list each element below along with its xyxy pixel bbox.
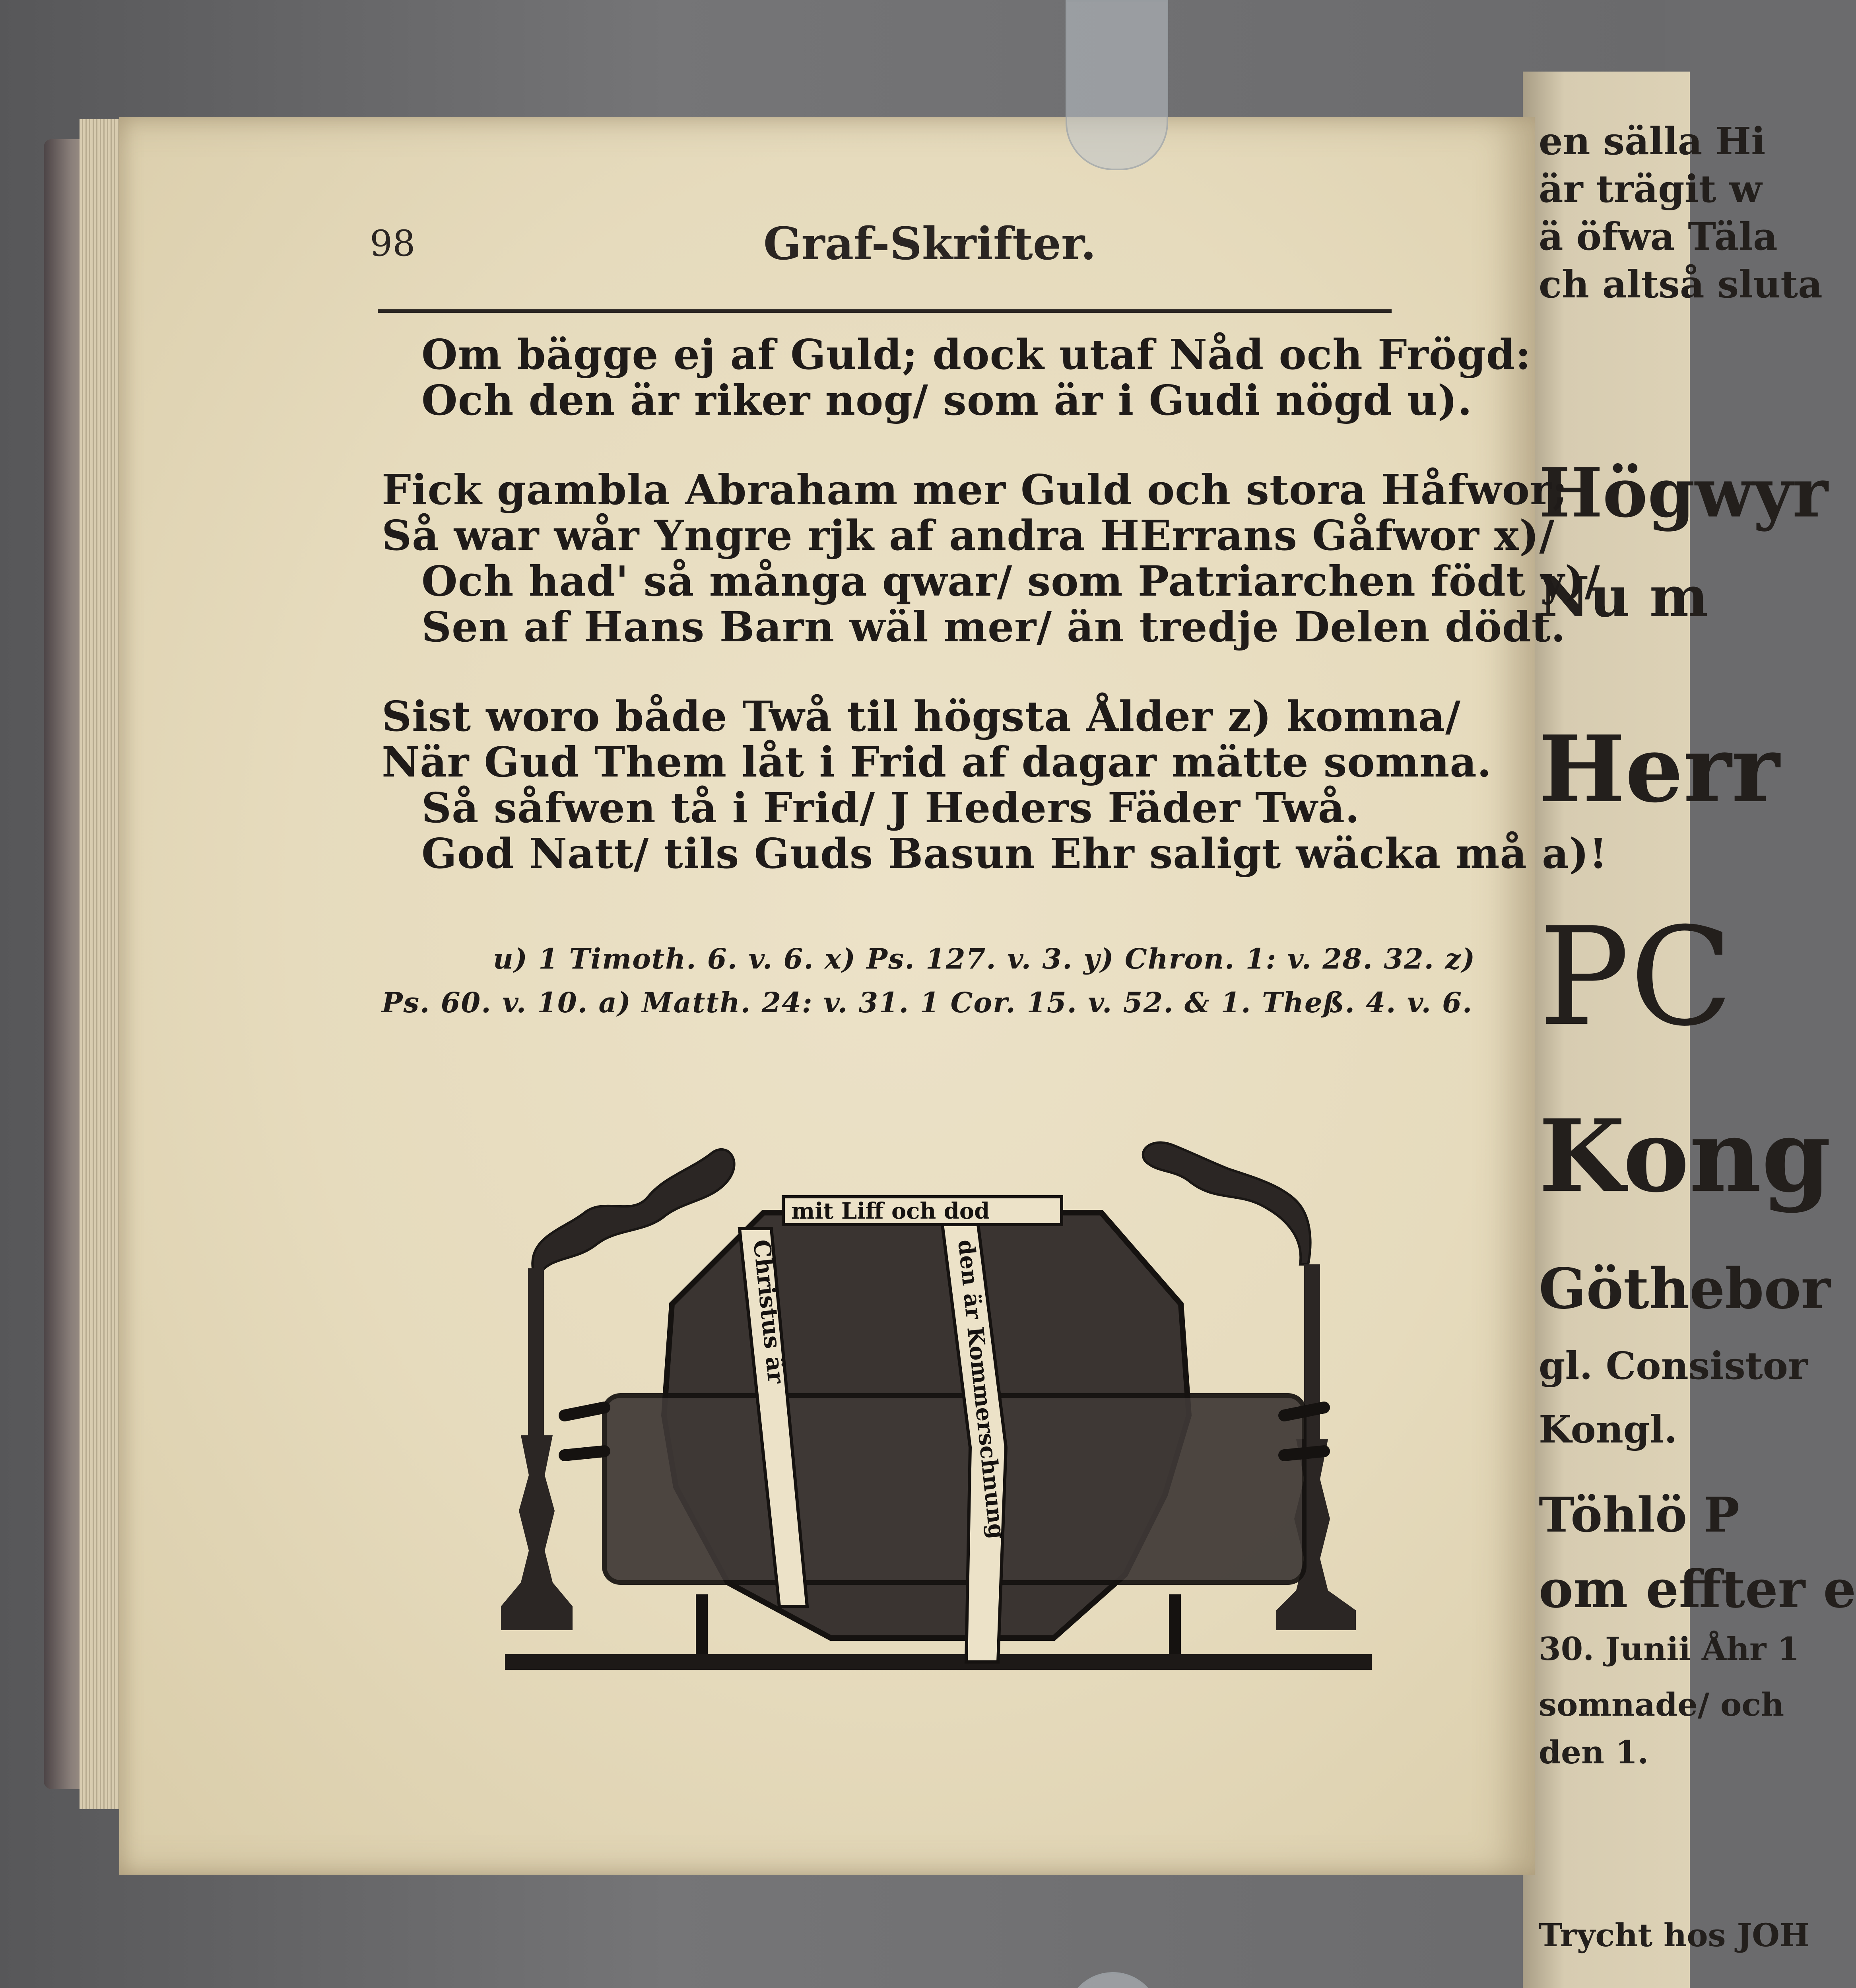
facing-fragment: en sälla Hi	[1539, 119, 1766, 163]
facing-fragment: 30. Junii Åhr 1	[1539, 1630, 1800, 1668]
candle-left	[528, 1268, 544, 1435]
verse-line: God Natt/ tils Guds Basun Ehr saligt wäcka må a)!	[421, 829, 1608, 878]
facing-fragment: ch altså sluta	[1539, 262, 1823, 307]
page-clip-top	[1066, 0, 1168, 170]
smoke-left	[532, 1149, 734, 1272]
verse-line: Sen af Hans Barn wäl mer/ än tredje Delen dödt.	[421, 602, 1566, 651]
verse-line: Så war wår Yngre rjk af andra HErrans Gåfwor x)/	[382, 511, 1555, 560]
verse-line: Fick gambla Abraham mer Guld och stora Håfwor;	[382, 465, 1568, 514]
facing-fragment: Göthebor	[1539, 1256, 1831, 1322]
verse-line: Sist woro både Twå til högsta Ålder z) komna/	[382, 692, 1461, 741]
facing-fragment: Nu m	[1539, 565, 1708, 630]
facing-page	[1523, 72, 1856, 1988]
verse-line: Om bägge ej af Guld; dock utaf Nåd och Frögd:	[421, 330, 1531, 379]
candlestick-left	[501, 1435, 573, 1630]
facing-fragment: är trägit w	[1539, 167, 1762, 211]
facing-fragment: Töhlö P	[1539, 1487, 1740, 1543]
coffin-woodcut-illustration	[505, 1137, 1372, 1678]
footnote-line: u) 1 Timoth. 6. v. 6. x) Ps. 127. v. 3. y) Chron. 1: v. 28. 32. z)	[493, 942, 1476, 975]
smoke-right	[1143, 1143, 1310, 1264]
running-head: Graf-Skrifter.	[763, 218, 1096, 270]
facing-fragment: Kong	[1539, 1097, 1831, 1214]
coffin-floor	[505, 1654, 1372, 1670]
coffin-leg	[1169, 1594, 1181, 1658]
banner-right-text: den är Kommerschnung	[953, 1238, 1010, 1540]
facing-fragment: om effter e	[1539, 1559, 1856, 1619]
verse-line: Och had' så många qwar/ som Patriarchen födt y)/	[421, 557, 1600, 606]
page-number: 98	[370, 223, 415, 264]
header-rule	[378, 309, 1392, 313]
facing-fragment: ä öfwa Täla	[1539, 215, 1778, 259]
coffin-base	[604, 1396, 1304, 1582]
facing-fragment: den 1.	[1539, 1734, 1649, 1771]
verse-line: Så såfwen tå i Frid/ J Heders Fäder Twå.	[421, 783, 1360, 832]
facing-fragment: somnade/ och	[1539, 1686, 1784, 1723]
footnote-line: Ps. 60. v. 10. a) Matth. 24: v. 31. 1 Cor. 15. v. 52. & 1. Theß. 4. v. 6.	[382, 986, 1473, 1019]
banner-top-text: mit Liff och dod	[791, 1198, 990, 1224]
facing-fragment: PC	[1539, 899, 1733, 1056]
facing-fragment: Högwyr	[1539, 453, 1828, 533]
facing-fragment: Herr	[1539, 716, 1780, 823]
facing-fragment: Kongl.	[1539, 1408, 1677, 1452]
facing-fragment: Trycht hos JOH	[1539, 1916, 1810, 1954]
coffin-handle-left	[565, 1408, 604, 1455]
facing-fragment: gl. Consistor	[1539, 1344, 1808, 1388]
coffin-leg	[696, 1594, 708, 1658]
banner-left-text: Christus är	[748, 1238, 790, 1385]
verse-line: Och den är riker nog/ som är i Gudi nögd u).	[421, 376, 1473, 425]
verse-line: När Gud Them låt i Frid af dagar mätte somna.	[382, 738, 1492, 786]
